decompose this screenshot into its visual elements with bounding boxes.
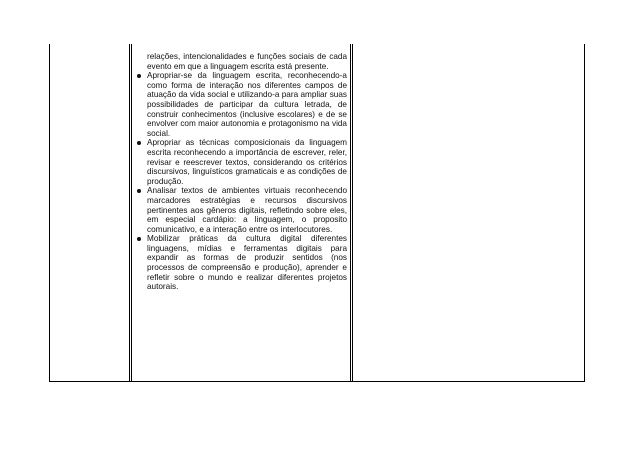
list-item (135, 186, 347, 234)
list-item-text: Apropriar-se da linguagem escrita, reconhecendo-a como forma de interação nos diferentes campos de atuação da vida social e utilizando-a para ampliar suas possibilidades de participar da cultura letrada, de construir conhecimentos (inclusive escolares) e de se envolver com maior autonomia e protagonismo na vida social. (147, 71, 347, 138)
table-border-right (584, 44, 585, 382)
content-table (49, 44, 585, 382)
column-divider (350, 44, 351, 382)
table-border-bottom (49, 381, 585, 382)
column-divider (352, 44, 353, 382)
bullet-icon (137, 141, 141, 145)
table-border-left (49, 44, 50, 382)
bullet-icon (137, 237, 141, 241)
bullet-icon (137, 189, 141, 193)
objectives-cell (135, 52, 347, 292)
objectives-list (135, 71, 347, 292)
list-item-text: Mobilizar práticas da cultura digital diferentes linguagens, mídias e ferramentas digitais para expandir as formas de produzir sentidos (nos processos de compreensão e produção), aprender e refletir sobre o mundo e realizar diferentes projetos autorais. (147, 234, 347, 292)
list-item (135, 234, 347, 292)
list-item (135, 138, 347, 186)
column-divider (129, 44, 130, 382)
list-item-text: Apropriar as técnicas composicionais da linguagem escrita reconhecendo a importância de escrever, reler, revisar e reescrever textos, considerando os critérios discursivos, linguísticos gramaticais e as condições de produção. (147, 138, 347, 186)
column-divider (131, 44, 132, 382)
list-item (135, 71, 347, 138)
bullet-icon (137, 74, 141, 78)
list-item-text: Analisar textos de ambientes virtuais reconhecendo marcadores estratégias e recursos discursivos pertinentes aos gêneros digitais, refletindo sobre eles, em especial cardápio: a linguagem, o proposito comunicativo, e a interação entre os interlocutores. (147, 186, 347, 234)
continued-paragraph: relações, intencionalidades e funções sociais de cada evento em que a linguagem escrita está presente. (147, 52, 347, 71)
